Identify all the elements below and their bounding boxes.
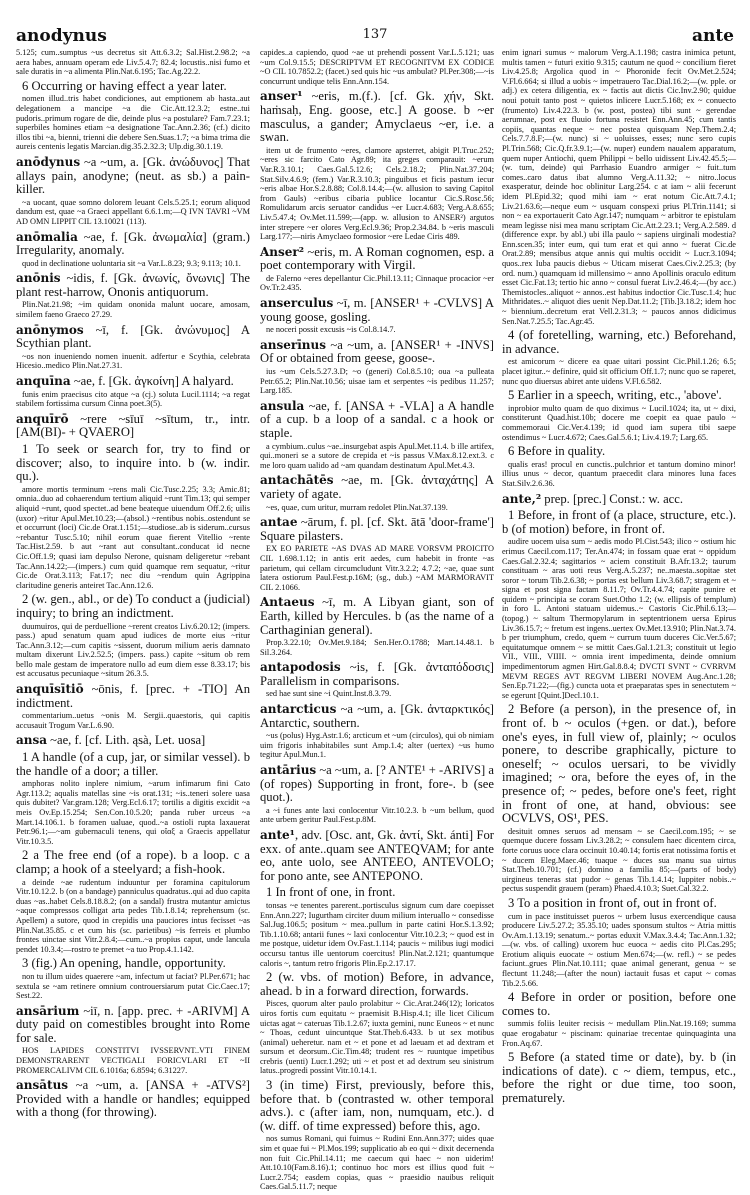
sense-definition: 1 In front of one, in front. [266, 885, 396, 900]
dictionary-entry [260, 703, 494, 730]
citations: ~us (polus) Hyg.Astr.1.6; arcticum et ~um (circulos), qui ob nimiam uim frigoris inhabitabiles sunt Amp.1.4; alter (uertex) ~us humo tegitur Apul.Mun.1. [260, 731, 494, 760]
sense-definition: 4 Before in order or position, before one comes to. [502, 990, 736, 1018]
headword: Anser² [260, 244, 305, 259]
sense-definition: 3 (fig.) An opening, handle, opportunity. [22, 956, 226, 971]
running-head-right: ante [691, 26, 734, 46]
citations: ius ~um Cels.5.27.3.D; ~o (generi) Col.8.5.10; oua ~a pulleata Petr.65.2; Plin.Nat.10.56; uisae iam et serpentes ~is pedibus 11.257; Larg.185. [260, 367, 494, 396]
dictionary-entry [260, 764, 494, 805]
citations: audire uocem uisa sum ~ aedis modo Pl.Cist.543; ilico ~ ostium hic erimus Caecil.com.117; Ter.An.474; in fossam quae erat ~ oppidum Caes.Gal.2.32.4; sagittarios ~ aciem constituit B.Afr.13.2; taurum constituam ~ aras uoti reus Verg.A.5.237; ne..maesta..sopitae stet soror ~ torum Tib.2.6.38; ~ portas est bellum Liv.3.68.7; stragem et ~ signa et post signa factam 8.11.7; Ov.Tr.4.4.74; capite punire et quidem ~ principia se coram Suet.Otho 1.2; (w. ellipsis of templum) in foro L. Antoni statuam uidemus..~ Castoris Cic.Phil.6.13;—(topog.) ~ saltum Thermopylarum in septentrionem uersa Epirus Liv.36.15.7; ~ fretum est ingens..uertex Ov.Met.13.910; Plin.Nat.3.74. b per triumphum, credo, quem ~ currum tuum duceres Cic.Ver.5.67; equitatumque omnem ~ se mittit Caes.Gal.1.21.3; constituit ut legio VII., VIII., VIIII. ~ omnia irent impedimenta, deinde omnium impedimentorum agmen Hirt.Gal.8.8.4; DVCTI SVNT ~ CVRRVM MEVM REGES AVT REGVM LIBERI NOVEM Aug.Anc.1.28; Sen.Ep.71.22;—(fig.) cuncta uota et praeparatas spes in senectutem ~ se egerunt [Quint.]Decl.10.1. [502, 537, 736, 700]
citations: capides..a capiendo, quod ~ae ut prehendi possent Var.L.5.121; uas ~um Col.9.15.5; DESCRIPTVM ET RECOGNITVM EX CODICE ~O CIL 10.7852.2; (facet.) sed quis hic ~us ambulat? Pl.Per.308;—~is concurrunt undique telis Enn.Ann.154. [260, 48, 494, 86]
citations: Pisces, quorum alter paulo prolabitur ~ Cic.Arat.246(12); loricatos uiros fortis cum equitatu ~ praemisit B.Hisp.4.1; ille licet Cilicum uictas agat ~ cateruas Tib.1.2.67; iuxta gemini, nunc Euneos ~ et nunc ~ Thoas, cedunt uincuntque Stat.Theb.6.433. b ut sex motibus (animal) ueheretur. nam et ~ et pone et ad laeuam et ad dextram et sursum et deorsum..Cic.Tim.48; trudent res ~ ruuntque impetibus crebris (uenti) Lucr.1.292; uti ~ et post et ad dextrum seu sinistrum latus..progredi possint Vitr.10.14.1. [260, 999, 494, 1076]
headword: ansātus [16, 1078, 69, 1093]
sense-definition: 6 Occurring or having effect a year later. [22, 78, 227, 93]
entry-definition: prep. [prec.] Const.: w. acc. [541, 491, 683, 506]
entry-definition: ~ōnis, f. [prec. + -TIO] An indictment. [16, 682, 250, 710]
citations: inprobior multo quam de quo diximus ~ Lucil.1024; ita, ut ~ dixi, constiterunt Quad.hist.10b; docere me coepit ea quae paulo ~ commemoraui Cic.Ver.4.139; id quod iam supera tibi saepe ostendimus ~ Lucr.4.672; Caes.Gal.5.6.1; Liv.4.19.7; Larg.65. [502, 403, 736, 442]
entry-definition: ~ae, f. [cf. Lith. ąsà, Let. uosa] [47, 733, 206, 748]
dictionary-entry [260, 596, 494, 637]
dictionary-entry [16, 156, 250, 197]
headword: anōnymos [16, 322, 84, 337]
sense-definition: 2 Before (a person), in the presence of, in front of. b ~ oculos (+gen. or dat.), before one's eyes, in full view of, plainly; ~ oculos ponere, to describe graphically, picture to oneself; ~ oculos uersari, to be vividly imagined; ~ ora, before the eyes of, in the presence of; ~ pedes, before one's feet, right in front of one, at hand, obvious: see OCVLVS, OS¹, PES. [502, 702, 736, 826]
sense-definition: 3 (in time) First, previously, before this, before that. b (contrasted w. other temporal advs.). c (after iam, non, numquam, etc.). d (w. diff. of time expressed) before this, ago. [260, 1078, 494, 1133]
dictionary-entry [260, 516, 494, 543]
entry-definition: ~ī, f. [Gk. ἀνώνυμος] A Scythian plant. [16, 322, 250, 351]
citations: quod in declinatione uoluntaria sit ~a Var.L.8.23; 9.3; 9.113; 10.1. [22, 258, 241, 268]
entry-definition: ~a ~um, a. [ANSA + -ATVS²] Provided with a handle or handles; equipped with a thong (for throwing). [16, 1078, 250, 1120]
sense-definition: 1 Before, in front of (a place, structure, etc.). b (of motion) before, in front of. [502, 508, 736, 536]
headword: ansārium [16, 1003, 80, 1018]
entry-definition: ~ī, m. A Libyan giant, son of Earth, killed by Hercules. b (as the name of a Carthaginian general). [260, 595, 494, 637]
dictionary-entry [16, 231, 250, 258]
headword: anōmalia [16, 229, 78, 244]
headword: ante,² [502, 491, 542, 506]
sense-definition: 5 Before (a stated time or date), by. b (in indications of date). c ~ diem, tempus, etc., before the right or due time, too soon, prematurely. [502, 1050, 736, 1105]
entry-definition: ~ae, f. [ANSA + -VLA] a A handle of a cup. b a loop of a sandal. c a hook or staple. [260, 398, 494, 440]
entry-definition: ~idis, f. [Gk. ἀνωνίς, ὄνωνις] The plant rest-harrow, Ononis antiquorum. [16, 271, 250, 299]
dictionary-entry [16, 413, 250, 440]
dictionary-entry [16, 683, 250, 710]
entry-definition: ~a ~um, a. [? ANTE¹ + -ARIVS] a (of ropes) Supporting in front, fore-. b (see quot.). [260, 763, 494, 805]
entry-definition: ~ī, m. [ANSER¹ + -CVLVS] A young goose, gosling. [260, 296, 494, 324]
sense-definition: 2 a The free end (of a rope). b a loop. c a clamp; a hook of a steelyard; a fish-hook. [16, 848, 250, 876]
citations: non tu illum uides quaerere ~am, infectum ut faciat? Pl.Per.671; hac sextula se ~am retinere omnium controuersiarum putat Cic.Caec.17; Sest.22. [16, 971, 250, 1001]
citations: amore mortis terminum ~rens mali Cic.Tusc.2.25; 3.3; Amic.81; omnia..duo ad cohaerendum tertium aliquid ~runt Tim.13; qui semper aliquid ~runt, quod spectet..ad bene beateque uiuendum Off.2.6; uilis (uxor) ~ritur Apul.Met.10.23;—(absol.) ~rentibus nobis..ostendunt se et occurrunt (loci) Cic.de Orat.1.151;—studiose..ab is siderum..cursus ~rebantur Tusc.5.10; nihil eorum quae fierent Vitellio ~rente Tac.Hist.2.59. b aut ~rant aut consultant..conducat id necne Cic.Off.1.9; quasi iam depulso Nerone, quisnam deligeretur ~rebant Tac.Ann.14.22;—(impers.) cum quid quamque rem sequatur, ~ritur Cic.de Orat.3.113; Fat.17; nec diu ~rendum quin Agrippina claritudine generis anteiret Tac.Ann.12.6. [16, 484, 250, 590]
entry-definition: ~a ~um, a. [Gk. ἀνώδυνος] That allays pain, anodyne; (neut. as sb.) a pain-killer. [16, 154, 250, 197]
citations: Plin.Nat.21.98; ~im quidam ononida malunt uocare, amosam, similem faeno Graeco 27.29. [16, 300, 250, 320]
citations: ~es, quae, cum uritur, murram redolet Plin.Nat.37.139. [266, 502, 448, 512]
sense-definition: 1 A handle (of a cup, jar, or similar vessel). b the handle of a door; a tiller. [16, 750, 250, 778]
column-3 [502, 48, 736, 1107]
citations: nomen illud..tris habet condiciones, aut emptionem ab hasta..aut delegationem a mancipe ~a die Cic.Att.12.3.2; estne..tui pudoris..primum rogare de die, deinde plus ~a postulare? Fam.7.23.1; superbiles homines etiam ~a designatione Tac.Ann.2.36; (cf.) dicito illos tibi ~a, bienni, trienni die debere Sen.Suas.1.7; ~a bima trima die aureis centenis legatis Marcian.dig.35.2.32.3; Ulp.dig.30.1.19. [16, 94, 250, 152]
headword: antae [260, 515, 298, 530]
citations: Prop.3.22.10; Ov.Met.9.184; Sen.Her.O.1788; Mart.14.48.1. b Sil.3.264. [260, 638, 494, 657]
headword: ansa [16, 733, 48, 748]
dictionary-entry [260, 297, 494, 324]
headword: anquīna [16, 374, 71, 389]
citations: EX EO PARIETE ~AS DVAS AD MARE VORSVM PROICITO CIL 1.698.1.12; in antis erit aedes, cum habebit in fronte ~as parietum, qui cellam circumcludunt Vitr.3.2.2; 4.7.2; ~ae, quae sunt latera ostiorum Paul.Fest.p.16M; (sg., dub.) ~AM MARMORAVIT CIL 2.1066. [260, 544, 494, 592]
headword: antapodosis [260, 660, 341, 675]
citations: cum in pace instituisset pueros ~ urbem lusus exercendique causa producere Liv.5.27.2; 35.35.10; uades sponsum stultos ~ Atria mittis Ov.Am.1.13.19; senatum..~ portas eduxit V.Max.3.4.4; Tac.Ann.1.32;—(w. vbs. of calling) uxorem huc euoca ~ aedis cito Pl.Cas.295; Erotium aliquis euocate ~ ostium Men.674;—(w. refl.) ~ se pedes faciunt..grues Plin.Nat.10.111; quae animal generant, genua ~ se flectunt 11.248;—(after the noun) iactauit fusas et caput ~ comas Tib.2.5.66. [502, 911, 736, 988]
headword: anser¹ [260, 89, 303, 104]
dictionary-entry [260, 339, 494, 366]
sense-definition: 3 To a position in front of, out in front of. [508, 895, 717, 910]
citations: amphoras nolito inplere nimium, ~arum infimarum fini Cato Agr.113.2; aqualis matellas sine ~is orat.131; ~is..teneri solere uasa quis dubitet? Var.gram.128; Verg.Ecl.6.17; tortilis a digitis excidit ~a meis Ov.Ep.15.254; Sen.Con.10.5.20; panda ruber urceus ~a Mart.14.106.1. b foramen ualuae, quod..~a ostioli rupta laxauerat Petr.96.1;—~am gubernaculi tenens, qui οἴαξ a Graecis appellatur Vitr.10.3.5. [16, 779, 250, 846]
headword: anquīrō [16, 411, 69, 426]
dictionary-entry [260, 246, 494, 273]
dictionary-entry [16, 1079, 250, 1120]
citations: ~a uocant, quae somno dolorem leuant Cels.5.25.1; eorum aliquod dandum est, quae ~a Graeci appellant 6.6.1.m;—Q IVN TAVRI ~VM AD OMN LIPPIT CIL 13.10021 (113). [16, 197, 250, 226]
headword: antarcticus [260, 702, 337, 717]
entry-definition: , adv. [Osc. ant, Gk. ἀντί, Skt. ánti] For exx. of ante..quam see ANTEQVAM; for ante eo, ante uolo, see ANTEEO, ANTEVOLO; for pono ante, see ANTEPONO. [260, 828, 494, 883]
citations: commentarium..uetus ~onis M. Sergii..quaestoris, qui capitis accusauit Trogum Var.L.6.90. [16, 711, 250, 730]
dictionary-entry [16, 734, 250, 748]
citations: enim ignari sumus ~ malorum Verg.A.1.198; castra inimica petunt, multis tamen ~ futuri exitio 9.315; cautum ne quod ~ concilium fieret Liv.4.25.8; Argolica quod in ~ Phoronide fecit Ov.Met.2.524; V.Fl.6.664; si illud a uobis ~ impetrauero Tac.Dial.16.2;—(w. pple. or adj.) ex cetera diligentia, ex ~ factis aut dictis Cic.Inv.2.90; quidue noui potuit tanto post ~ quietos inlicere Lucr.5.168; ex ~ conuecto (frumento) Liv.4.22.3. b (w. post, postea) tibi sunt ~ gerendae aerumnae, post ex fluuio fortuna resistet Enn.Ann.45; cum tantis copiis, quantas neque ~ nec postea quisquam Nep.Them.2.4; Cels.7.7.8.F;—(w. nunc) si ~ uoluisses, esses; nunc sero cupis Pl.Trin.568; Cic.Q.fr.3.9.1;—(w. nuper) eundem naualem apparatum, quem nuper Antiochi, quem Philippi ~ bello uidissent Liv.42.45.5;—(w. tum, deinde) qui Parrhasio Euandro armiger ~ fuit..tum comes..caro datus ibat alumno Verg.A.11.32; ~ nitro..locus exasperatur, deinde hoc oblinitur Larg.254. c at iam ~ alii fecerunt idem Pl.Epid.32; quod mihi iam ~ erat notum Cic.Att.7.4.1; Liv.21.63.6;—neque eum ~ usquam conspexi prius Pl.Trin.1141; si non ~ ea exportauerit Cato Agr.147; numquam ~ arbitror te epistulam meam legisse nisi mea manu scriptam Cic.Att.2.23.1; Verg.A.2.589. d (difference expr. by abl.) ubi illa paulo ~ sapiens uirginali modestia? Enn.scen.35; inter eum, qui tum erat et qui anno ~ fuerat Cic.de Orat.2.89; mensibus atque annis qui multis occidit ~ Lucr.3.1094; quos..rex Iuba paucis diebus ~ Uticam miserat Caes.Civ.2.25.3; (by ord. num.) quamquam id millensimo ~ anno Apollinis oraculo editum esset Cic.Fat.13; tertio hic anno ~ consul fuerat Liv.2.46.4;—(by acc.) Themistocles..aliquot ~ annos..est habitus indoctior Cic.Tusc.1.4; huc Mithridates..~ aliquot dies uenit Nep.Dat.11.2; [Tib.]3.18.2; idem hoc ~ biennium..decretum erat Vell.2.31.3; ~ paucos annos didicimus Sen.Nat.7.25.5; Tac.Agr.45. [502, 48, 736, 326]
citations: qualis eras! procul en cunctis..pulchrior et tantum domino minor! illius unus ~ decor, quantum praecedit clara minores luna faces Stat.Silv.2.6.36. [502, 459, 736, 488]
column-2 [260, 48, 494, 1195]
citations: sed hae sunt sine ~i Quint.Inst.8.3.79. [266, 689, 392, 699]
headword: anquīsītiō [16, 682, 84, 697]
dictionary-entry [260, 661, 494, 688]
citations: item ut de frumento ~eres, clamore apsterret, abigit Pl.Truc.252; ~eres sic farcito Cato Agr.89; ita greges comparauit: ~erum Var.R.3.10.1; Caes.Gal.5.12.6; Cels.2.18.2; Plin.Nat.37.204; Stat.Silv.4.6.9; (fem.) Var.R.3.10.3; pinguibus et ficis pastum iecur ~eris albae Hor.S.2.8.88; Col.8.14.4;—(w. allusion to saving Capitol from Gauls) ~eribus cibaria publice locantur Cic.S.Rosc.56; Romulidarum arcis seruator candidus ~er Lucr.4.683; Verg.A.8.655; Liv.5.47.4; Ov.Met.11.599;—(app. w. allusion to ANSER²) argutos inter strepere ~er olores Verg.Ecl.9.36; Prop.2.34.84. b ~eris masculi Larg.177;—niris Amyclaeo formosior ~ere Ledae Ciris 489. [260, 145, 494, 242]
dictionary-entry [502, 493, 736, 507]
dictionary-entry [16, 375, 250, 389]
citations: ~os non inueniendo nomen inuenit. adfertur e Scythia, celebrata Hicesio..medico Plin.Nat.27.31. [16, 351, 250, 371]
dictionary-entry [260, 90, 494, 144]
entry-definition: ~a ~um, a. [ANSER¹ + -INVS] Of or obtained from geese, goose-. [260, 337, 494, 366]
headword: anōnis [16, 271, 61, 286]
citations: est amicorum ~ dicere ea quae uitari possint Cic.Phil.1.26; 6.5; placet igitur..~ definire, quid sit officium Off.1.7; nunc quo se raperet, nunc quo diuersus abiret ante uidens V.Fl.6.582. [502, 357, 736, 386]
dictionary-entry [260, 474, 494, 501]
sense-definition: 2 (w. vbs. of motion) Before, in advance, ahead. b in a forward direction, forwards. [260, 970, 494, 998]
citations: de Falerno ~eres depellantur Cic.Phil.13.11; Cinnaque procacior ~er Ov.Tr.2.435. [260, 273, 494, 293]
entry-definition: ~rere ~sīuī ~sītum, tr., intr. [AM(BI)- + QVAERO] [16, 411, 250, 440]
headword: anserculus [260, 296, 334, 311]
entry-definition: ~ae, m. [Gk. ἀνταχάτης] A variety of agate. [260, 473, 494, 501]
citations: a ~i funes ante laxi conlocentur Vitr.10.2.3. b ~um bellum, quod ante urbem geritur Paul.Fest.p.8M. [260, 805, 494, 825]
sense-definition: 5 Earlier in a speech, writing, etc., 'above'. [508, 388, 722, 403]
dictionary-entry [16, 324, 250, 351]
entry-definition: ~iī, n. [app. prec. + -ARIVM] A duty paid on comestibles brought into Rome for sale. [16, 1003, 250, 1045]
citations: a deinde ~ae rudentum induuntur per foramina capitulorum Vitr.10.12.2. b (on a bandage) panniculus quadratus..qui ad duo capita duas ~as..habet Cels.8.18.8.2; (on a sandal) frustra mutantur amictus ~aque compressos colligat arta pedes Tib.1.8.14; reprehensum (sc. Apellem) a sutore, quod in crepidis una pauciores intus fecisset ~as Plin.Nat.35.85. c et cum his (sc. parietibus) ~is ferreis et plumbo frontes uinctae sint Vitr.2.8.4;—cum..~a propius caput, unde lancula pendet 10.3.4;—rostro te premet ~a tuo Prop.4.1.142. [16, 877, 250, 954]
column-1 [16, 48, 250, 1121]
headword: ansula [260, 398, 305, 413]
entry-definition: ~ae, f. [Gk. ἀνωμαλία] (gram.) Irregularity, anomaly. [16, 229, 250, 258]
entry-definition: ~ae, f. [Gk. ἀγκοίνη] A halyard. [70, 374, 234, 389]
citations: nos sumus Romani, qui fuimus ~ Rudini Enn.Ann.377; uides quae sim et quae fui ~ Pl.Mos.199; supplicatio ab eo qui ~ dixit decernenda non fuit Cic.Phil.14.11; me caecum qui haec ~ non uiderim! Att.10.10(Fam.8.16).1; continuo hoc mors est illius quod fuit ~ Lucr.2.754; easdem copias, quas ~ praesidio nauibus reliquit Caes.Gal.5.11.7; neque [260, 1134, 494, 1192]
headword: ante¹ [260, 828, 295, 842]
sense-definition: 4 (of foretelling, warning, etc.) Beforehand, in advance. [502, 328, 736, 356]
entry-definition: ~ārum, f. pl. [cf. Skt. ātā 'door-frame'] Square pilasters. [260, 515, 494, 543]
dictionary-entry [16, 272, 250, 299]
headword: antachātēs [260, 473, 334, 488]
citations: ne noceri possit excusis ~is Col.8.14.7. [266, 325, 396, 335]
citations: summis foliis leuiter recisis ~ medullam Plin.Nat.19.169; summa quae erogabatur ~ piscinam: quinariae trecentae quinquaginta una Fron.Aq.67. [502, 1019, 736, 1048]
sense-definition: 2 (w. gen., abl., or de) To conduct a (judicial) inquiry; to bring an indictment. [16, 592, 250, 620]
headword: antārius [260, 763, 317, 778]
running-head-left: anodynus [16, 26, 107, 46]
headword: anserīnus [260, 337, 326, 352]
citations: HOS LAPIDES CONSTITVI IVSSERVNT..VTI FINEM DEMONSTRARENT VECTIGALI FORICVLARI ET ~II PROMERCALIVM CIL 6.1016a; 6.8594; 6.31227. [16, 1046, 250, 1075]
headword: Antaeus [260, 595, 315, 610]
citations: duumuiros, qui de perduellione ~rerent creatos Liv.6.20.12; (impers. pass.) apud senatum quam apud iudices de morte eius ~ritur Tac.Ann.3.12;—cum capitis ~sissent, duorum milium aeris damnato multam dixerunt Liv.2.52.5; (impers. pass.) capite ~situm ob rem bello male gestam de imperatore nullo ad eum diem esse 8.33.17; bis est accusatus pecuniaque ~situm 26.3.5. [16, 621, 250, 679]
entry-definition: ~a ~um, a. [Gk. ἀνταρκτικός] Antarctic, southern. [260, 702, 494, 730]
citations: a cymbium..culus ~ae..insurgebat aspis Apul.Met.11.4. b ille artifex, qui..moneri se a sutore de crepida et ~is passus V.Max.8.12.ext.3. c me loro quam ualido ad ~am quandam destinatum Apul.Met.4.3. [260, 441, 494, 470]
headword: anōdynus [16, 154, 81, 169]
citations: desituit omnes seruos ad mensam ~ se Caecil.com.195; ~ se quemque ducere fossam Liv.3.28.2; ~ consulem haec dicentem circa, forte coruus uoce clara occinuit 10.40.14; fortis erat notissima fortis et ~ ducem Eleg.Maec.46; tuaque ~ duces sua manu sua uirtus Stat.Theb.10.701; (cf.) domino a familia 85;—(parts of body) uirgineus teneras stat pudor ~ genas Tib.1.4.14; Iuppiter nobis..~ pectus suspendit grauem (peram) Phaed.4.10.3; Suet.Cal.32.2. [502, 826, 736, 894]
entry-definition: ~eris, m.(f.). [cf. Gk. χήν, Skt. haṁsaḥ, Eng. goose, etc.] A goose. b ~er masculus, a gander; Amyclaeus ~er, i.e. a swan. [260, 89, 494, 145]
sense-definition: 6 Before in quality. [508, 444, 606, 459]
entry-definition: ~is, f. [Gk. ἀνταπόδοσις] Parallelism in comparisons. [260, 660, 494, 688]
citations: tonsas ~e tenentes parerent..portisculus signum cum dare coepisset Enn.Ann.227; Iugurtham circiter duum milium interuallo ~ consedisse Sal.Jug.106.5; positum ~ mea..pullum in parte catini Hor.S.1.3.92; Tib.1.10.68; antarii funes ~ laxi conlocentur Vitr.10.2.3; ~ quod est in me postque, uidetur idem Ov.Fast.1.114; paucis ~ milibus iugi modici occursu tantus ille uentorum coercitus! Plin.Nat.2.121; quantumque caloris ~, tantum retro frigoris Plin.Ep.2.17.17. [260, 900, 494, 968]
sense-definition: 1 To seek or search for, try to find or discover; also, to inquire into. b (w. indir. qu.). [16, 442, 250, 484]
page-number: 137 [362, 27, 388, 42]
dictionary-entry [16, 1005, 250, 1046]
entry-definition: ~eris, m. A Roman cognomen, esp. a poet contemporary with Virgil. [260, 244, 494, 273]
citations: funis enim praecisus cito atque ~a (cj.) soluta Lucil.1114; ~a regat stabilem fortissima cursum Cinna poet.3(5). [16, 389, 250, 409]
dictionary-entry [260, 829, 494, 883]
citations: 5.125; cum..sumptus ~us decretus sit Att.6.3.2; Sal.Hist.2.98.2; ~a aera habes, annuam operam ede Liv.5.4.7; 82.4; locustis..nisi fumo et sale duratis in ~a alimenta Plin.Nat.6.195; Tac.Ag.22.2. [16, 48, 250, 77]
dictionary-entry [260, 400, 494, 441]
